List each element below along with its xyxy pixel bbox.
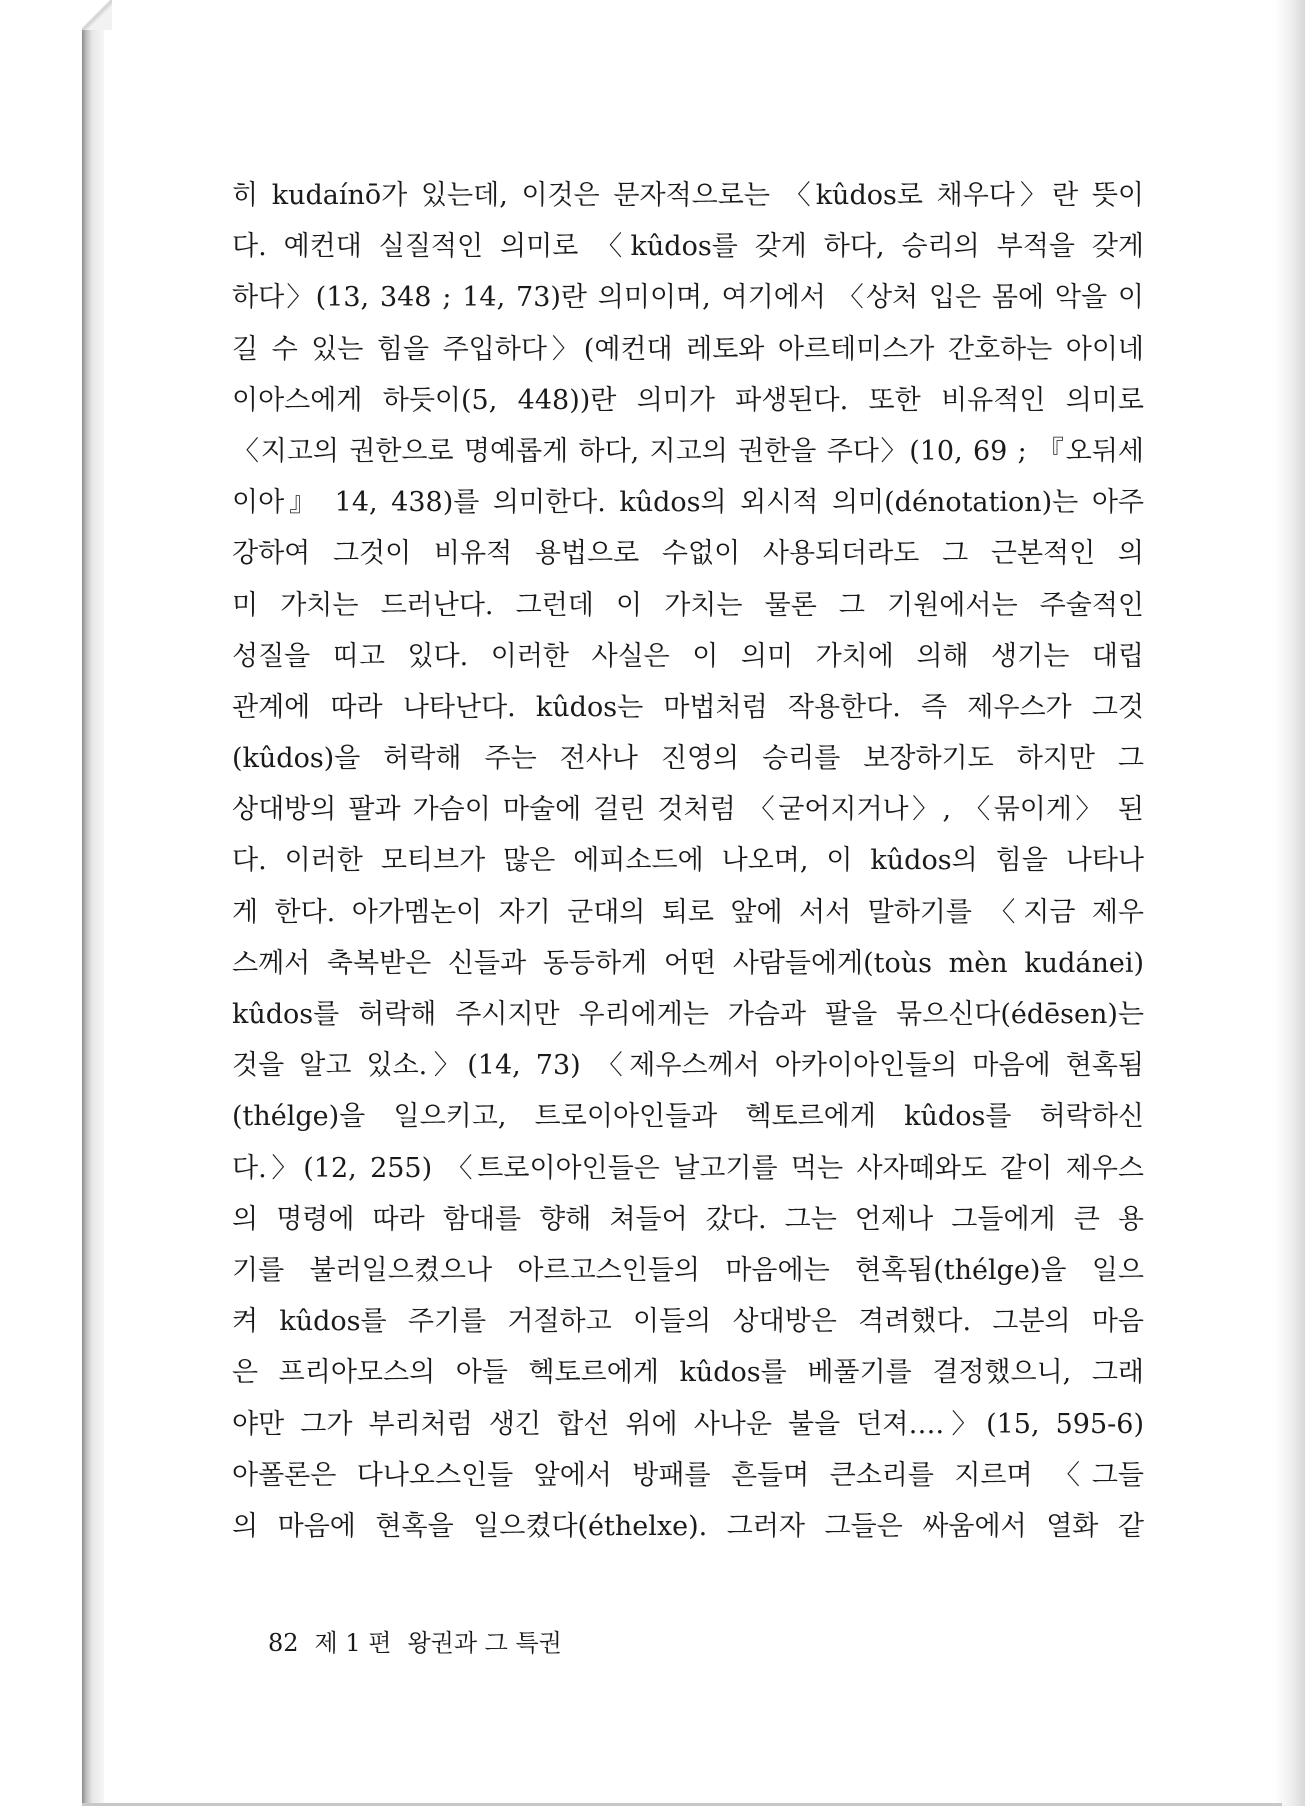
text-line: kûdos를 허락해 주시지만 우리에게는 가슴과 팔을 묶으신다(édēsen)는: [232, 999, 1144, 1030]
part-label: 제 1 편: [314, 1629, 392, 1657]
page-footer: [268, 1623, 562, 1658]
text-line: 것을 알고 있소.〉(14, 73) 〈제우스께서 아카이아인들의 마음에 현혹됨: [232, 1050, 1144, 1082]
part-title: 왕권과 그 특권: [407, 1629, 562, 1657]
text-line: 기를 불러일으켰으나 아르고스인들의 마음에는 현혹됨(thélge)을 일으: [232, 1254, 1144, 1286]
text-line: 미 가치는 드러난다. 그런데 이 가치는 물론 그 기원에서는 주술적인: [232, 589, 1144, 621]
page-number: 82: [268, 1629, 299, 1657]
page-corner: [82, 0, 112, 30]
text-line: 성질을 띠고 있다. 이러한 사실은 이 의미 가치에 의해 생기는 대립: [232, 640, 1144, 672]
text-line: 게 한다. 아가멤논이 자기 군대의 퇴로 앞에 서서 말하기를 〈지금 제우: [232, 896, 1144, 928]
text-line: (kûdos)을 허락해 주는 전사나 진영의 승리를 보장하기도 하지만 그: [232, 743, 1144, 775]
text-line: 은 프리아모스의 아들 헥토르에게 kûdos를 베풀기를 결정했으니, 그래: [232, 1357, 1144, 1389]
text-line: 이아스에게 하듯이(5, 448))란 의미가 파생된다. 또한 비유적인 의미로: [232, 384, 1144, 416]
text-line: 상대방의 팔과 가슴이 마술에 걸린 것처럼 〈굳어지거나〉, 〈묶이게〉 된: [232, 794, 1144, 826]
text-line: 이아』 14, 438)를 의미한다. kûdos의 외시적 의미(dénotation)는 아주: [232, 487, 1144, 519]
text-line: 하다〉(13, 348 ; 14, 73)란 의미이며, 여기에서 〈상처 입은 몸에 악을 이: [232, 282, 1144, 314]
text-line: 의 명령에 따라 함대를 향해 쳐들어 갔다. 그는 언제나 그들에게 큰 용: [232, 1203, 1144, 1235]
page-right-shadow: [1275, 0, 1305, 1806]
text-line: 강하여 그것이 비유적 용법으로 수없이 사용되더라도 그 근본적인 의: [232, 538, 1144, 570]
text-line: 의 마음에 현혹을 일으켰다(éthelxe). 그러자 그들은 싸움에서 열화 같: [232, 1510, 1144, 1542]
text-line: 관계에 따라 나타난다. kûdos는 마법처럼 작용한다. 즉 제우스가 그것: [232, 691, 1144, 723]
text-line: 켜 kûdos를 주기를 거절하고 이들의 상대방은 격려했다. 그분의 마음: [232, 1306, 1144, 1338]
text-line: 스께서 축복받은 신들과 동등하게 어떤 사람들에게(toùs mèn kudánei): [232, 947, 1144, 979]
text-line: (thélge)을 일으키고, 트로이아인들과 헥토르에게 kûdos를 허락하신: [232, 1101, 1144, 1133]
text-line: 다. 예컨대 실질적인 의미로 〈kûdos를 갖게 하다, 승리의 부적을 갖게: [232, 231, 1144, 263]
text-line: 다.〉(12, 255) 〈트로이아인들은 날고기를 먹는 사자떼와도 같이 제우스: [232, 1152, 1144, 1184]
text-line: 야만 그가 부리처럼 생긴 합선 위에 사나운 불을 던져….〉(15, 595-6): [232, 1408, 1144, 1440]
text-line: 길 수 있는 힘을 주입하다〉(예컨대 레토와 아르테미스가 간호하는 아이네: [232, 333, 1144, 365]
text-line: 히 kudaínō가 있는데, 이것은 문자적으로는 〈kûdos로 채우다〉란 뜻이: [232, 180, 1144, 211]
body-text: [232, 170, 1144, 1552]
text-line: 〈지고의 권한으로 명예롭게 하다, 지고의 권한을 주다〉(10, 69 ; 『오뒤세: [232, 435, 1144, 467]
text-line: 다. 이러한 모티브가 많은 에피소드에 나오며, 이 kûdos의 힘을 나타나: [232, 845, 1144, 877]
text-line: 아폴론은 다나오스인들 앞에서 방패를 흔들며 큰소리를 지르며 〈그들: [232, 1459, 1144, 1491]
page-left-edge: [82, 0, 104, 1806]
